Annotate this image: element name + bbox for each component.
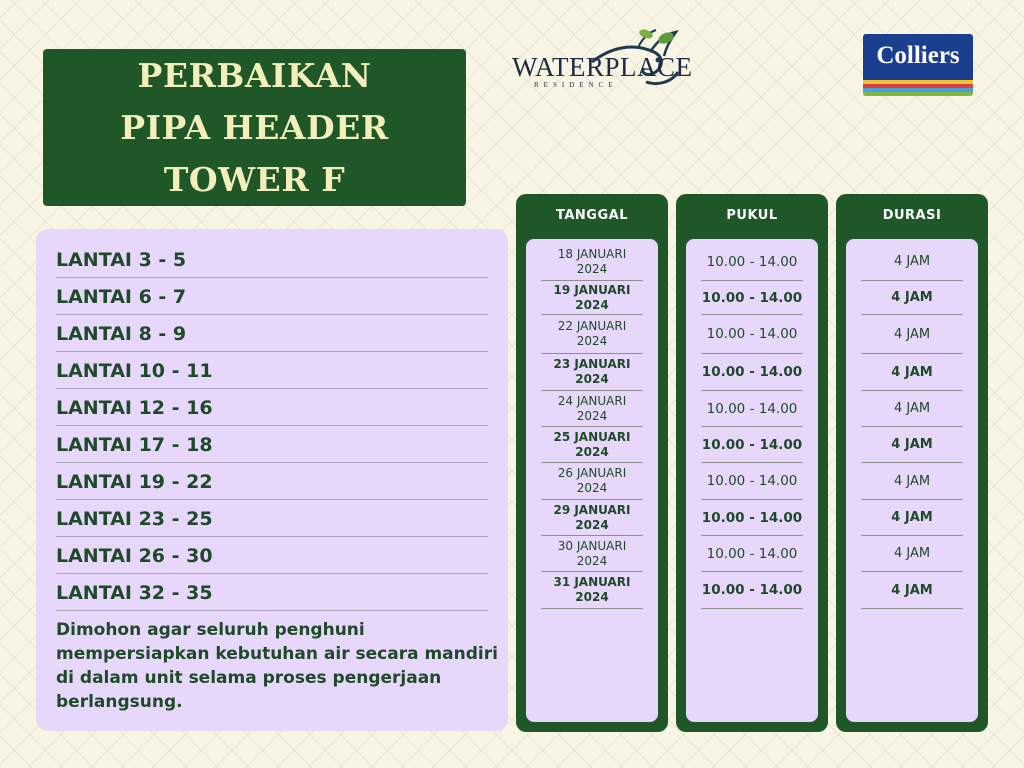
date-cell: 26 JANUARI 2024	[541, 463, 643, 500]
duration-cell: 4 JAM	[861, 500, 963, 536]
floor-row	[56, 537, 488, 574]
time-cell: 10.00 - 14.00	[701, 572, 803, 609]
notice-text: Dimohon agar seluruh penghuni mempersiapkan kebutuhan air secara mandiri di dalam unit selama proses pengerjaan berlangsung.	[56, 620, 498, 712]
duration-cell: 4 JAM	[861, 463, 963, 500]
title-line-3: TOWER F	[163, 159, 346, 199]
time-column	[676, 194, 828, 732]
floor-row	[56, 241, 488, 278]
floor-label: LANTAI 10 - 11	[56, 360, 213, 382]
duration-cell: 4 JAM	[861, 354, 963, 391]
floor-row	[56, 315, 488, 352]
floor-row	[56, 574, 488, 611]
title-line-2: PIPA HEADER	[120, 107, 389, 147]
duration-cell: 4 JAM	[861, 391, 963, 427]
time-cell: 10.00 - 14.00	[701, 391, 803, 427]
floor-label: LANTAI 6 - 7	[56, 286, 187, 308]
time-column-body	[686, 239, 818, 722]
logo-stripe-green	[863, 92, 973, 96]
date-column	[516, 194, 668, 732]
floor-row	[56, 278, 488, 315]
floor-row	[56, 426, 488, 463]
time-cell: 10.00 - 14.00	[701, 354, 803, 391]
colliers-logo	[863, 34, 973, 96]
duration-cell: 4 JAM	[861, 281, 963, 315]
duration-column	[836, 194, 988, 732]
floor-label: LANTAI 32 - 35	[56, 582, 213, 604]
floor-row	[56, 500, 488, 537]
duration-cell: 4 JAM	[861, 427, 963, 463]
date-cell: 18 JANUARI 2024	[541, 243, 643, 281]
time-cell: 10.00 - 14.00	[701, 427, 803, 463]
floor-label: LANTAI 17 - 18	[56, 434, 213, 456]
floor-label: LANTAI 3 - 5	[56, 249, 187, 271]
time-cell: 10.00 - 14.00	[701, 243, 803, 281]
date-cell: 23 JANUARI 2024	[541, 354, 643, 391]
date-cell: 24 JANUARI 2024	[541, 391, 643, 427]
date-cell: 30 JANUARI 2024	[541, 536, 643, 572]
time-cell: 10.00 - 14.00	[701, 500, 803, 536]
floor-row	[56, 389, 488, 426]
time-column-header: PUKUL	[726, 208, 778, 223]
time-cell: 10.00 - 14.00	[701, 281, 803, 315]
floor-label: LANTAI 23 - 25	[56, 508, 213, 530]
duration-cell: 4 JAM	[861, 315, 963, 354]
date-cell: 22 JANUARI 2024	[541, 315, 643, 354]
title-line-1: PERBAIKAN	[137, 55, 372, 95]
date-column-body	[526, 239, 658, 722]
date-column-header: TANGGAL	[556, 208, 628, 223]
duration-cell: 4 JAM	[861, 243, 963, 281]
time-cell: 10.00 - 14.00	[701, 536, 803, 572]
duration-column-header: DURASI	[882, 208, 942, 223]
date-cell: 31 JANUARI 2024	[541, 572, 643, 609]
duration-cell: 4 JAM	[861, 572, 963, 609]
waterplace-wordmark: WATERPLACE	[512, 52, 693, 82]
floor-label: LANTAI 12 - 16	[56, 397, 213, 419]
colliers-wordmark: Colliers	[876, 42, 960, 69]
floor-label: LANTAI 8 - 9	[56, 323, 187, 345]
duration-column-body	[846, 239, 978, 722]
time-cell: 10.00 - 14.00	[701, 463, 803, 500]
date-cell: 19 JANUARI 2024	[541, 281, 643, 315]
time-cell: 10.00 - 14.00	[701, 315, 803, 354]
date-cell: 25 JANUARI 2024	[541, 427, 643, 463]
floor-label: LANTAI 19 - 22	[56, 471, 213, 493]
floor-row	[56, 352, 488, 389]
waterplace-subtitle: RESIDENCE	[534, 81, 618, 89]
floor-row	[56, 463, 488, 500]
waterplace-logo	[510, 26, 693, 96]
duration-cell: 4 JAM	[861, 536, 963, 572]
date-cell: 29 JANUARI 2024	[541, 500, 643, 536]
floor-label: LANTAI 26 - 30	[56, 545, 213, 567]
title-banner	[43, 49, 466, 206]
